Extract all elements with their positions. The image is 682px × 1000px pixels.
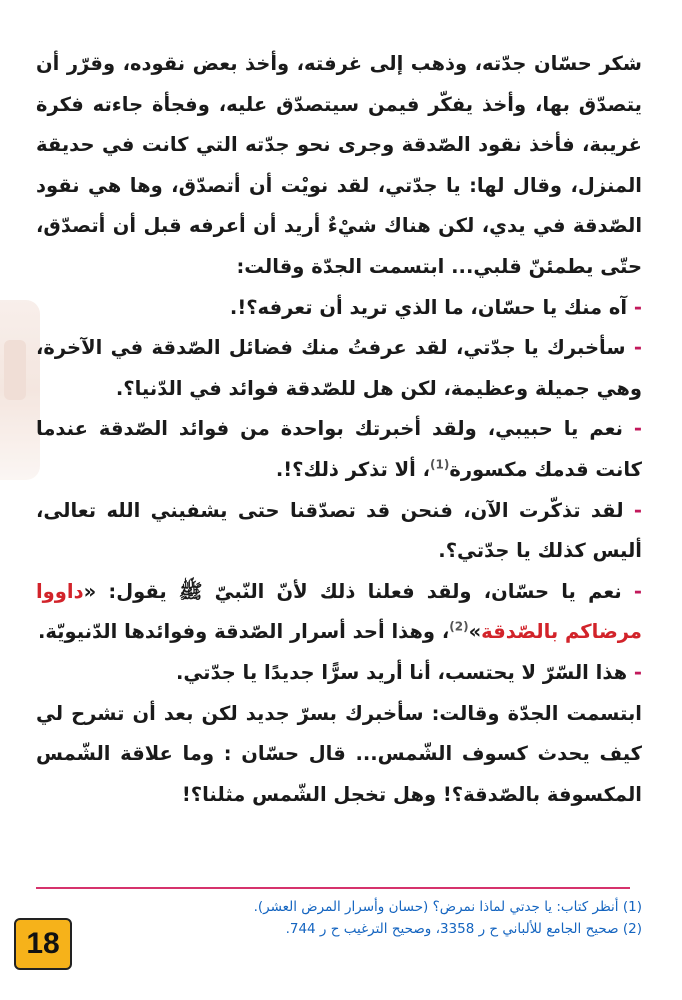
paragraph-narration: شكر حسّان جدّته، وذهب إلى غرفته، وأخذ بعض نقوده، وقرّر أن يتصدّق بها، وأخذ يفكّر فيمن سيتصدّق عليه، وفجأة جاءته فكرة غريبة، فأخذ نقود الصّدقة وجرى نحو جدّته التي كانت في حديقة المنزل، وقال لها: يا جدّتي، لقد نويْت أن أتصدّق، وها هي نقود الصّدقة في يدي، لكن هناك شيْءٌ أريد أن أعرفه قبل أن أتصدّق، حتّى يطمئنّ قلبي... ابتسمت الجدّة وقالت: (36, 52, 642, 278)
dialogue-line-2 (36, 328, 642, 409)
dialogue-dash: - (633, 498, 642, 522)
footnotes (110, 896, 642, 940)
dialogue-line-6 (36, 653, 642, 694)
decorative-illustration-edge (0, 300, 40, 480)
page-number-badge: 18 (14, 918, 72, 970)
dialogue-text: نعم يا حبيبي، ولقد أخبرتك بواحدة من فوائد الصّدقة عندما كانت قدمك مكسورة (36, 417, 642, 481)
dialogue-line-1 (36, 288, 642, 329)
dialogue-dash: - (633, 579, 642, 603)
dialogue-line-3 (36, 409, 642, 490)
dialogue-text: ، وهذا أحد أسرار الصّدقة وفوائدها الدّنيويّة. (37, 620, 450, 644)
paragraph-narration-end: ابتسمت الجدّة وقالت: سأخبرك بسرّ جديد لكن بعد أن تشرح لي كيف يحدث كسوف الشّمس... قال حسّان : وما علاقة الشّمس المكسوفة بالصّدقة؟! وهل تخجل الشّمس مثلنا؟! (36, 701, 642, 806)
dialogue-text: هذا السّرّ لا يحتسب، أنا أريد سرًّا جديدًا يا جدّتي. (175, 660, 628, 684)
dialogue-dash: - (633, 336, 642, 360)
dialogue-line-4 (36, 491, 642, 572)
footnote-divider (36, 887, 630, 889)
dialogue-text: ، ألا تذكر ذلك؟!. (275, 457, 430, 481)
quote-close: » (468, 620, 482, 644)
dialogue-line-5 (36, 572, 642, 653)
dialogue-text: لقد تذكّرت الآن، فنحن قد تصدّقنا حتى يشفيني الله تعالى، أليس كذلك يا جدّتي؟. (36, 498, 642, 563)
dialogue-text: آه منك يا حسّان، ما الذي تريد أن تعرفه؟!. (229, 295, 628, 319)
dialogue-text: سأخبرك يا جدّتي، لقد عرفتُ منك فضائل الصّدقة في الآخرة، وهي جميلة وعظيمة، لكن هل للصّدقة فوائد في الدّنيا؟. (36, 336, 642, 400)
dialogue-dash: - (633, 417, 642, 441)
footnote-ref-2[interactable]: (2) (449, 619, 469, 634)
footnote-1: (1) أنظر كتاب: يا جدتي لماذا نمرض؟ (حسان وأسرار المرض العشر). (253, 899, 642, 915)
dialogue-text: نعم يا حسّان، ولقد فعلنا ذلك لأنّ النّبيّ ﷺ يقول: « (83, 579, 622, 603)
footnote-2: (2) صحيح الجامع للألباني ح ر 3358، وصحيح الترغيب ح ر 744. (285, 921, 642, 937)
story-text (36, 44, 642, 815)
hadith-quote: داووا مرضاكم بالصّدقة (36, 579, 642, 644)
footnote-ref-1[interactable]: (1) (429, 457, 450, 472)
dialogue-dash: - (633, 660, 642, 684)
dialogue-dash: - (633, 295, 642, 319)
